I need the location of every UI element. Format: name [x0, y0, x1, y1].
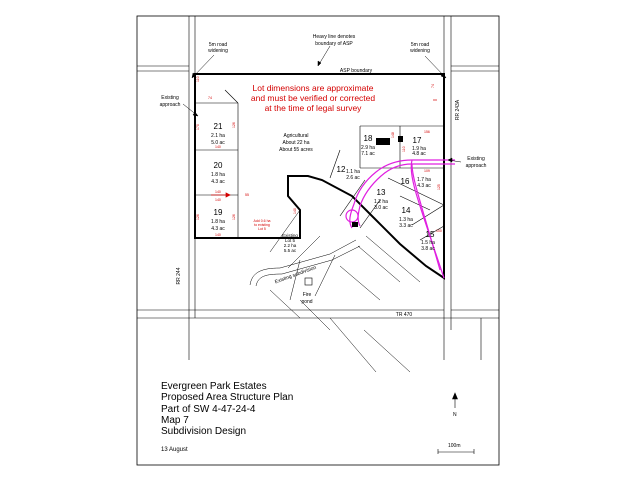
svg-text:3.8 ac: 3.8 ac — [421, 246, 435, 252]
svg-text:110: 110 — [402, 146, 406, 152]
north-arrow-icon — [453, 393, 458, 408]
svg-text:15: 15 — [425, 230, 435, 239]
svg-text:approach: approach — [159, 102, 181, 108]
note-road-widening-left: 5m road — [208, 42, 228, 48]
title-line-1: Evergreen Park Estates — [161, 381, 267, 392]
svg-text:148: 148 — [391, 132, 395, 138]
svg-text:1.3 ha: 1.3 ha — [399, 217, 413, 223]
svg-text:1.8 ha: 1.8 ha — [211, 172, 225, 178]
svg-text:4.3 ac: 4.3 ac — [417, 183, 431, 189]
svg-text:Lot 5: Lot 5 — [284, 238, 296, 243]
note-agricultural: Agricultural — [283, 133, 309, 139]
svg-text:170: 170 — [196, 124, 200, 130]
svg-text:approach: approach — [465, 163, 487, 169]
svg-text:4.3 ac: 4.3 ac — [211, 226, 225, 232]
title-line-5: Subdivision Design — [161, 426, 247, 438]
svg-text:Lot 5: Lot 5 — [258, 227, 266, 231]
svg-text:to existing: to existing — [254, 223, 270, 227]
svg-text:pond: pond — [301, 299, 313, 305]
road-rr243a: RR 243A — [455, 99, 461, 121]
svg-text:1.5 ha: 1.5 ha — [421, 240, 435, 246]
svg-text:1.9 ha: 1.9 ha — [412, 146, 426, 152]
svg-text:100: 100 — [436, 229, 442, 233]
svg-text:boundary of ASP: boundary of ASP — [315, 41, 353, 47]
svg-text:2.1 ha: 2.1 ha — [211, 133, 225, 139]
lot-20 — [211, 161, 225, 185]
note-existing-approach-left: Existing — [161, 95, 179, 101]
road-tr470: TR 470 — [395, 312, 413, 318]
svg-text:widening: widening — [208, 48, 228, 54]
title-line-4: Map 7 — [161, 414, 189, 426]
existing-subdivision-lines — [250, 210, 420, 372]
lot-18 — [361, 134, 375, 157]
svg-text:125: 125 — [437, 184, 441, 190]
svg-text:7.1 ac: 7.1 ac — [361, 151, 375, 157]
svg-text:17: 17 — [412, 136, 422, 145]
svg-text:5.0 ac: 5.0 ac — [211, 140, 225, 146]
svg-text:109: 109 — [424, 169, 430, 173]
svg-text:126: 126 — [232, 214, 236, 220]
lot-13 — [374, 188, 388, 211]
svg-text:126: 126 — [196, 214, 200, 220]
svg-text:18: 18 — [363, 134, 373, 143]
svg-text:21: 21 — [213, 122, 223, 131]
svg-text:74: 74 — [431, 84, 435, 88]
note-existing-approach-right: Existing — [467, 156, 485, 162]
title-block — [161, 381, 293, 437]
svg-text:126: 126 — [232, 122, 236, 128]
svg-text:About 22 ha: About 22 ha — [282, 140, 310, 146]
svg-text:156: 156 — [424, 130, 430, 134]
note-heavy-line: Heavy line denotes — [312, 34, 356, 40]
svg-text:widening: widening — [410, 48, 430, 54]
map-date: 13 August — [161, 447, 188, 453]
lot-17 — [412, 136, 426, 157]
svg-text:13: 13 — [376, 188, 386, 197]
scale-label: 100m — [448, 443, 461, 449]
svg-text:4.8 ac: 4.8 ac — [412, 151, 426, 157]
svg-text:20: 20 — [213, 161, 223, 170]
svg-text:19: 19 — [213, 208, 223, 217]
svg-text:140: 140 — [215, 198, 221, 202]
svg-text:140: 140 — [293, 208, 297, 214]
title-line-2: Proposed Area Structure Plan — [161, 392, 294, 404]
svg-text:2.9 ha: 2.9 ha — [361, 145, 375, 151]
svg-text:74: 74 — [208, 96, 212, 100]
road-rr244: RR 244 — [176, 267, 182, 285]
svg-text:12: 12 — [336, 165, 346, 174]
svg-text:at the time of legal survey: at the time of legal survey — [264, 103, 362, 113]
svg-text:55: 55 — [245, 193, 249, 197]
svg-text:4.3 ac: 4.3 ac — [211, 179, 225, 185]
svg-text:3.0 ac: 3.0 ac — [374, 205, 388, 211]
north-label: N — [453, 412, 457, 418]
svg-text:140: 140 — [215, 233, 221, 237]
note-road-widening-right: 5m road — [410, 42, 430, 48]
svg-text:About 55 acres: About 55 acres — [279, 147, 313, 153]
note-disclaimer: Lot dimensions are approximate — [252, 83, 374, 93]
note-add-to-lot: Add 0.6 ha — [253, 219, 271, 223]
svg-text:1.8 ha: 1.8 ha — [211, 219, 225, 225]
svg-text:1.7 ha: 1.7 ha — [417, 177, 431, 183]
svg-text:14: 14 — [401, 206, 411, 215]
note-asp-boundary: ASP boundary — [339, 68, 373, 74]
svg-text:1.2 ha: 1.2 ha — [374, 199, 388, 205]
svg-text:and must be verified or correc: and must be verified or corrected — [250, 93, 376, 103]
svg-text:110: 110 — [196, 76, 200, 82]
title-line-3: Part of SW 4-47-24-4 — [161, 403, 256, 415]
svg-text:2.2 ha: 2.2 ha — [283, 243, 297, 248]
svg-text:16: 16 — [400, 177, 410, 186]
svg-text:140: 140 — [215, 145, 221, 149]
svg-text:1.1 ha: 1.1 ha — [346, 169, 360, 175]
svg-text:2.6 ac: 2.6 ac — [346, 175, 360, 181]
lot-15 — [421, 230, 435, 252]
lot-19 — [211, 208, 225, 232]
note-fire-pond: Fire — [302, 292, 312, 298]
lot-12 — [337, 165, 361, 181]
note-existing-lot: Existing — [282, 233, 298, 238]
svg-text:5.5 ac: 5.5 ac — [283, 248, 297, 253]
scale-bar — [438, 449, 474, 454]
lot-14 — [399, 206, 413, 229]
note-existing-subdivision: Existing subdivision — [274, 264, 318, 286]
lot-21 — [211, 122, 225, 146]
svg-text:3.3 ac: 3.3 ac — [399, 223, 413, 229]
svg-text:140: 140 — [215, 190, 221, 194]
